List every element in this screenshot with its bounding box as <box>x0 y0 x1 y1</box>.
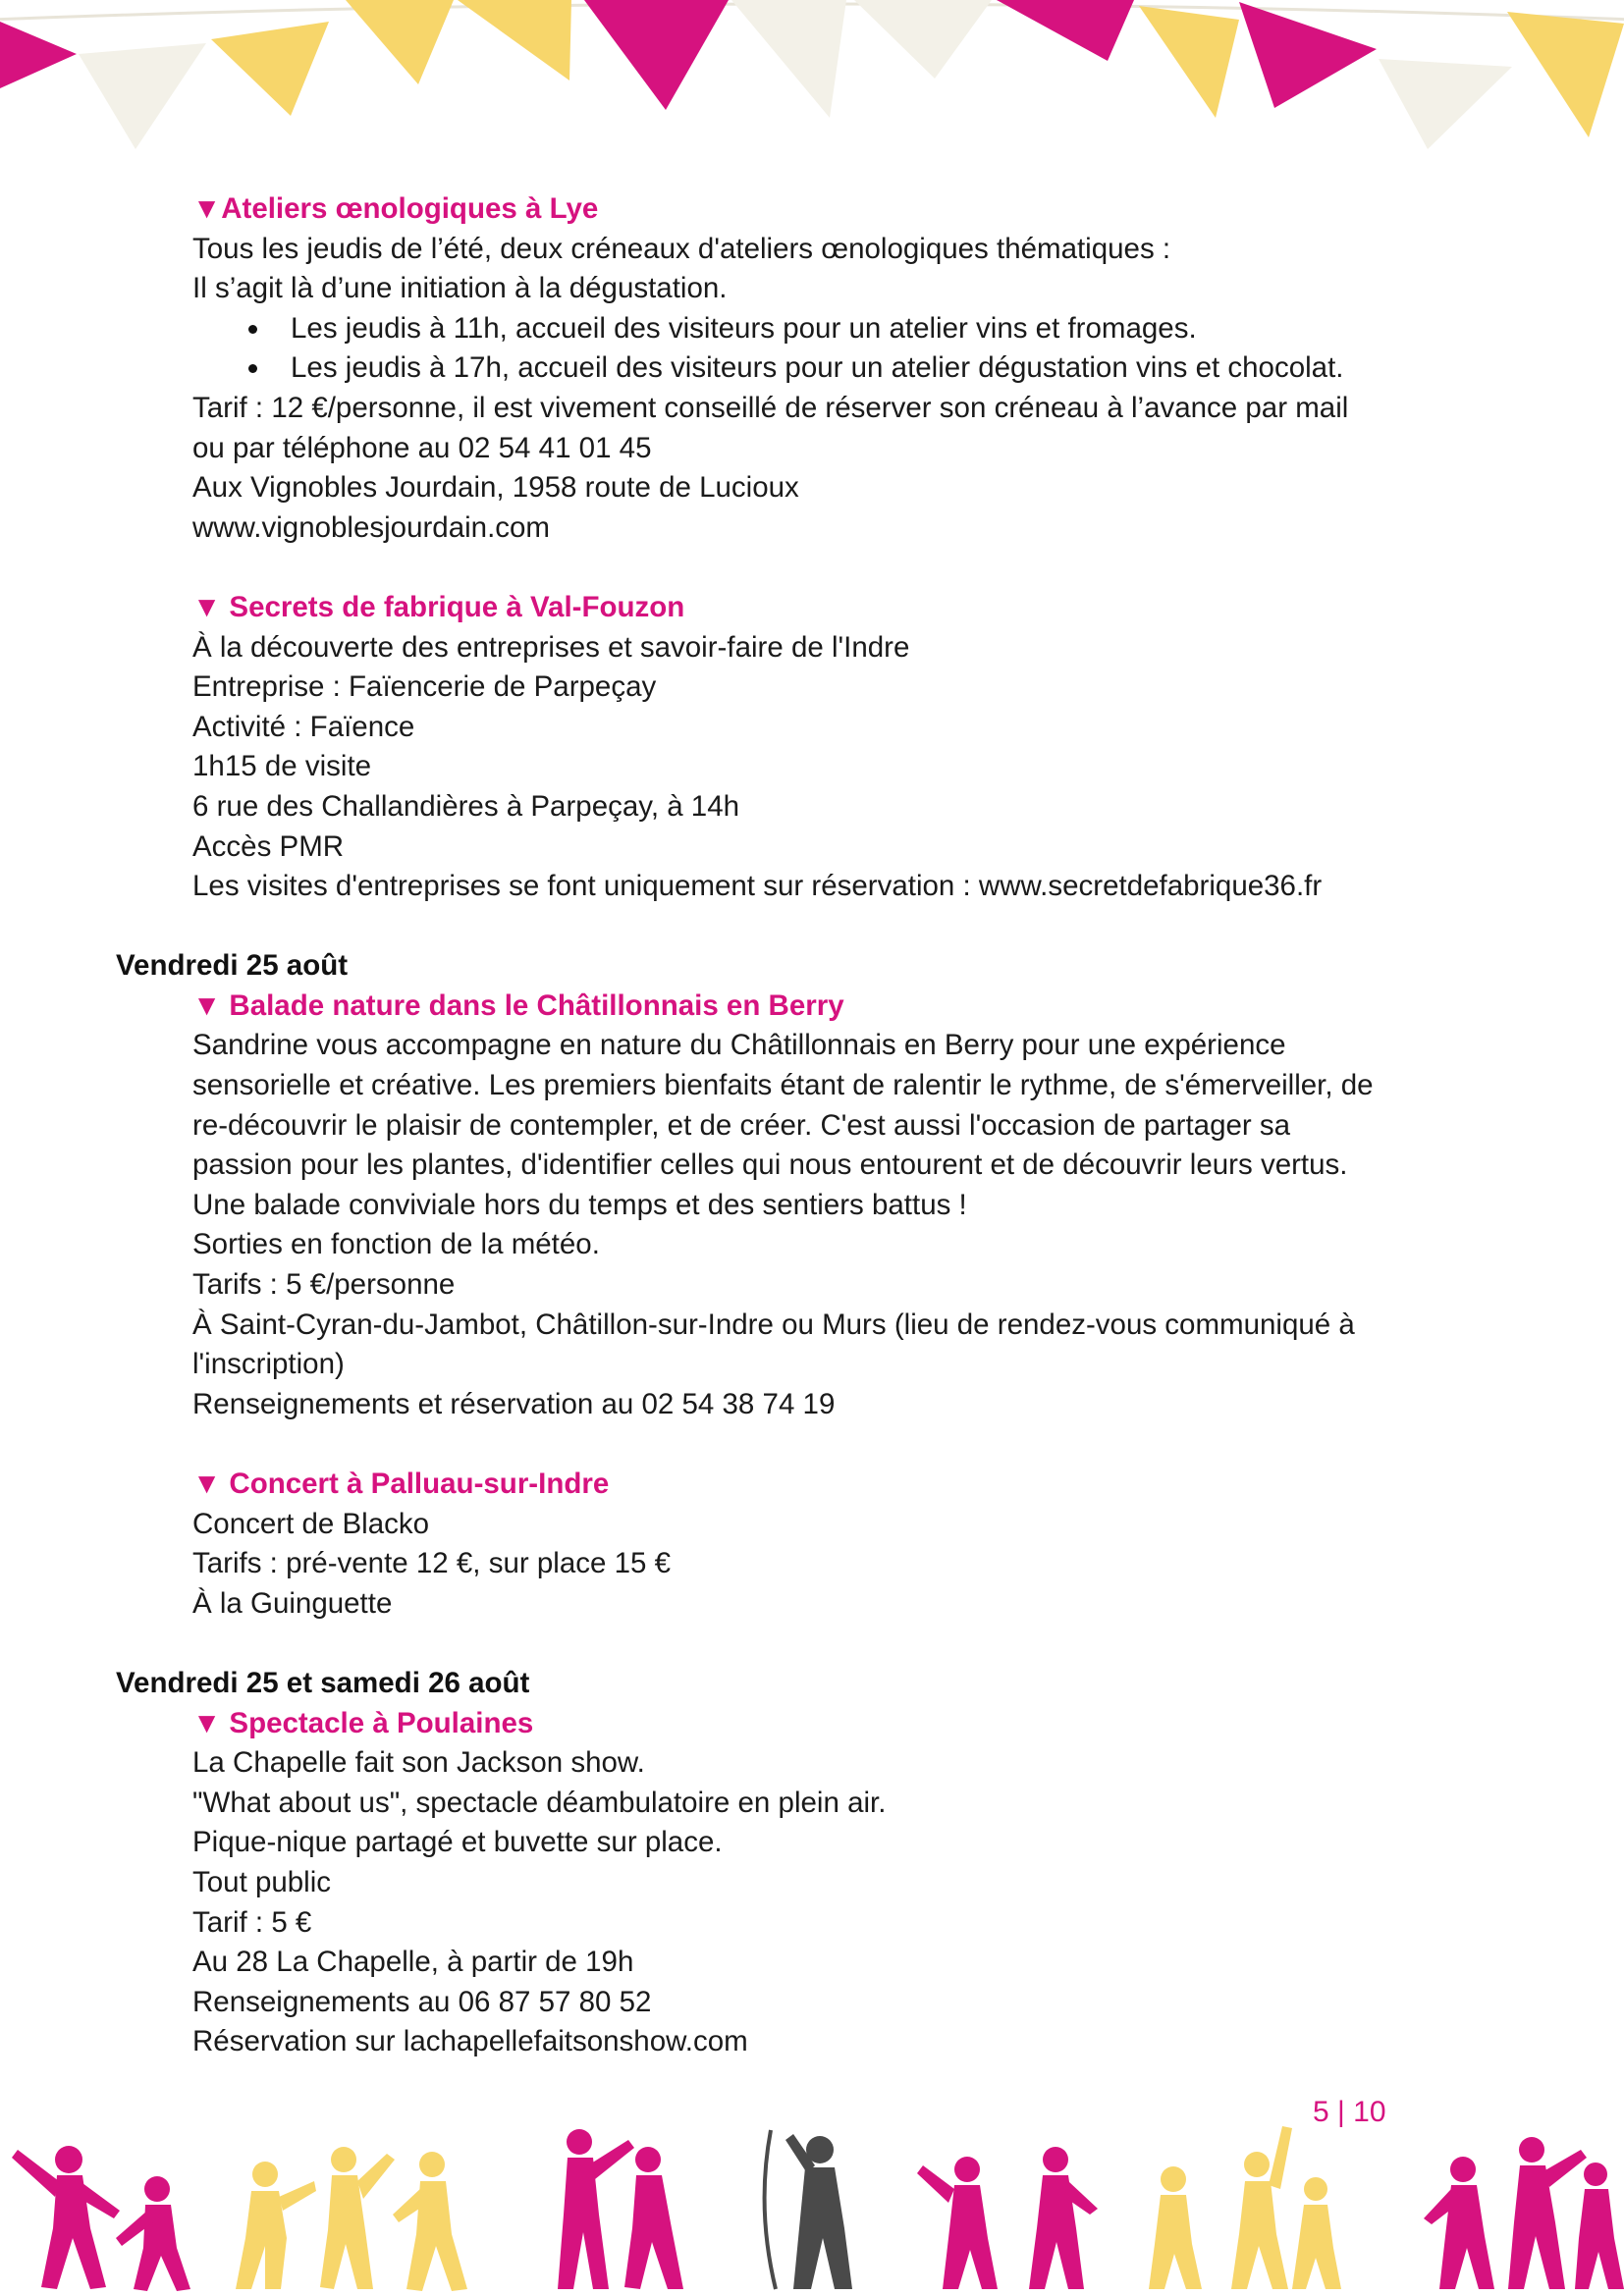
spacer <box>116 1424 1471 1465</box>
text-line: Tout public <box>192 1865 332 1898</box>
section-spectacle-poulaines <box>192 1704 1471 2062</box>
text-line: Aux Vignobles Jourdain, 1958 route de Lucioux <box>192 471 799 505</box>
text-line: sensorielle et créative. Les premiers bienfaits étant de ralentir le rythme, de s'émerveiller, de <box>192 1069 1374 1102</box>
text-line: Activité : Faïence <box>192 710 415 743</box>
website-link[interactable]: www.vignoblesjourdain.com <box>192 510 551 544</box>
text-line: Renseignements au 06 87 57 80 52 <box>192 1985 652 2018</box>
text-line: passion pour les plantes, d'identifier celles qui nous entourent et de découvrir leurs vertus. <box>192 1148 1348 1182</box>
text-line: À la découverte des entreprises et savoir-faire de l'Indre <box>192 630 910 664</box>
date-heading: Vendredi 25 août <box>116 949 349 983</box>
section-heading: ▼Ateliers œnologiques à Lye <box>192 192 599 225</box>
text-line: Les visites d'entreprises se font uniquement sur réservation : www.secretdefabrique36.fr <box>192 870 1323 903</box>
text-line: Sandrine vous accompagne en nature du Châtillonnais en Berry pour une expérience <box>192 1029 1286 1062</box>
text-line: Au 28 La Chapelle, à partir de 19h <box>192 1946 634 1979</box>
text-line: Il s’agit là d’une initiation à la dégustation. <box>192 272 728 305</box>
text-line: Tarif : 5 € <box>192 1905 312 1939</box>
dancers-silhouettes-icon <box>0 2120 1624 2296</box>
text-line: La Chapelle fait son Jackson show. <box>192 1746 645 1780</box>
text-line: Sorties en fonction de la météo. <box>192 1228 600 1261</box>
list-item: Les jeudis à 11h, accueil des visiteurs pour un atelier vins et fromages. <box>192 309 1471 349</box>
page-content <box>116 189 1471 2062</box>
section-balade-nature <box>192 987 1471 1425</box>
section-secrets-de-fabrique <box>192 588 1471 907</box>
text-line: Tarifs : 5 €/personne <box>192 1268 456 1302</box>
spacer <box>116 1624 1471 1664</box>
text-line: À la Guinguette <box>192 1586 393 1620</box>
bullet-list <box>192 309 1471 389</box>
text-line: Pique-nique partagé et buvette sur place. <box>192 1826 723 1859</box>
section-heading: ▼ Balade nature dans le Châtillonnais en Berry <box>192 988 844 1022</box>
section-heading: ▼ Spectacle à Poulaines <box>192 1706 534 1739</box>
text-line: Tous les jeudis de l’été, deux créneaux d'ateliers œnologiques thématiques : <box>192 232 1171 265</box>
text-line: Accès PMR <box>192 829 345 863</box>
website-link[interactable]: Réservation sur lachapellefaitsonshow.com <box>192 2025 748 2058</box>
text-line: 1h15 de visite <box>192 750 372 783</box>
section-ateliers-oenologiques <box>192 189 1471 548</box>
section-heading: ▼ Secrets de fabrique à Val-Fouzon <box>192 590 685 623</box>
text-line: Une balade conviviale hors du temps et des sentiers battus ! <box>192 1188 967 1221</box>
text-line: Tarifs : pré-vente 12 €, sur place 15 € <box>192 1547 672 1580</box>
text-line: À Saint-Cyran-du-Jambot, Châtillon-sur-Indre ou Murs (lieu de rendez-vous communiqué à <box>192 1308 1355 1341</box>
text-line: Renseignements et réservation au 02 54 38 74 19 <box>192 1387 836 1420</box>
bunting-flags-icon <box>0 0 1624 167</box>
text-line: re-découvrir le plaisir de contempler, et de créer. C'est aussi l'occasion de partager sa <box>192 1108 1291 1142</box>
text-line: ou par téléphone au 02 54 41 01 45 <box>192 431 652 464</box>
text-line: Tarif : 12 €/personne, il est vivement conseillé de réserver son créneau à l’avance par mail <box>192 391 1349 424</box>
text-line: "What about us", spectacle déambulatoire en plein air. <box>192 1786 887 1819</box>
section-heading: ▼ Concert à Palluau-sur-Indre <box>192 1468 610 1500</box>
text-line: Entreprise : Faïencerie de Parpeçay <box>192 670 657 704</box>
spacer <box>116 548 1471 588</box>
text-line: l'inscription) <box>192 1348 345 1381</box>
date-heading: Vendredi 25 et samedi 26 août <box>116 1666 530 1699</box>
text-line: Concert de Blacko <box>192 1507 430 1540</box>
page-number: 5 | 10 <box>1313 2096 1386 2128</box>
section-concert-palluau <box>192 1465 1471 1624</box>
spacer <box>116 907 1471 947</box>
list-item: Les jeudis à 17h, accueil des visiteurs pour un atelier dégustation vins et chocolat. <box>192 348 1471 389</box>
text-line: 6 rue des Challandières à Parpeçay, à 14h <box>192 789 740 823</box>
